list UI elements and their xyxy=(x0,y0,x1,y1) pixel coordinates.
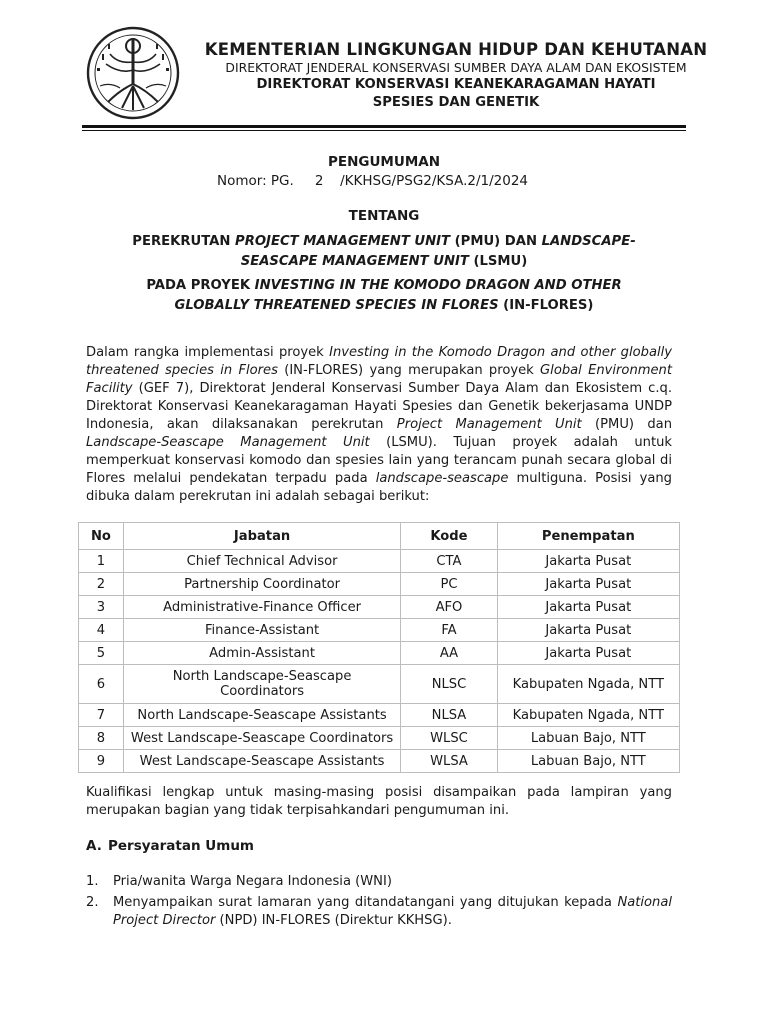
qualification-note: Kualifikasi lengkap untuk masing-masing posisi disampaikan pada lampiran yang merupakan bagian yang tidak terpisahkandari pengumuman ini. xyxy=(86,785,672,818)
cell-no: 5 xyxy=(79,642,124,665)
list-item xyxy=(86,873,672,891)
section-a-heading xyxy=(86,838,254,854)
table-row xyxy=(79,665,680,704)
directorate-name-line2: SPESIES DAN GENETIK xyxy=(372,95,540,110)
number-suffix: /KKHSG/PSG2/KSA.2/1/2024 xyxy=(340,173,529,189)
column-header-kode: Kode xyxy=(401,523,497,550)
subject-text: (IN-FLORES) xyxy=(498,298,594,313)
directorate-name-line1: DIREKTORAT KONSERVASI KEANEKARAGAMAN HAYATI xyxy=(256,77,656,92)
cell-jabatan: Administrative-Finance Officer xyxy=(123,596,400,619)
section-a-label: A. xyxy=(86,838,102,854)
cell-penempatan: Jakarta Pusat xyxy=(497,550,679,573)
cell-jabatan: Partnership Coordinator xyxy=(123,573,400,596)
positions-table xyxy=(78,522,680,773)
subject-text: PADA PROYEK xyxy=(146,278,255,293)
cell-penempatan: Labuan Bajo, NTT xyxy=(497,750,679,773)
cell-jabatan: Finance-Assistant xyxy=(123,619,400,642)
text-run-italic: Global Environment Facility xyxy=(86,363,672,396)
cell-jabatan: North Landscape-Seascape Assistants xyxy=(123,704,400,727)
text-run: (IN-FLORES) yang merupakan proyek xyxy=(277,363,541,378)
cell-kode: CTA xyxy=(401,550,497,573)
table-row xyxy=(79,619,680,642)
list-item xyxy=(86,894,672,930)
subject-text: PEREKRUTAN xyxy=(132,234,236,249)
cell-jabatan: North Landscape-Seascape Coordinators xyxy=(123,665,400,704)
table-header-row xyxy=(79,523,680,550)
cell-jabatan: West Landscape-Seascape Assistants xyxy=(123,750,400,773)
cell-kode: WLSC xyxy=(401,727,497,750)
announcement-number xyxy=(217,173,528,189)
ministry-name: KEMENTERIAN LINGKUNGAN HIDUP DAN KEHUTANAN xyxy=(204,40,708,59)
text-run-italic: landscape-seascape xyxy=(375,471,509,486)
table-row xyxy=(79,727,680,750)
text-run-italic: Landscape-Seascape Management Unit xyxy=(86,435,370,450)
table-row xyxy=(79,642,680,665)
column-header-no: No xyxy=(79,523,124,550)
cell-penempatan: Jakarta Pusat xyxy=(497,642,679,665)
cell-penempatan: Labuan Bajo, NTT xyxy=(497,727,679,750)
cell-no: 8 xyxy=(79,727,124,750)
cell-kode: NLSC xyxy=(401,665,497,704)
table-row xyxy=(79,596,680,619)
announcement-heading: PENGUMUMAN xyxy=(327,154,441,170)
table-row xyxy=(79,704,680,727)
list-item-text: (NPD) IN-FLORES (Direktur KKHSG). xyxy=(215,913,452,928)
subject-text-italic: GLOBALLY THREATENED SPECIES IN FLORES xyxy=(174,298,499,313)
directorate-general-name: DIREKTORAT JENDERAL KONSERVASI SUMBER DAYA ALAM DAN EKOSISTEM xyxy=(225,60,687,75)
subject-text-italic: SEASCAPE MANAGEMENT UNIT xyxy=(240,254,469,269)
list-item-number: 2. xyxy=(86,895,99,910)
cell-no: 7 xyxy=(79,704,124,727)
section-a-title: Persyaratan Umum xyxy=(108,838,255,854)
cell-no: 2 xyxy=(79,573,124,596)
list-item-number: 1. xyxy=(86,874,99,889)
cell-kode: FA xyxy=(401,619,497,642)
cell-no: 9 xyxy=(79,750,124,773)
ministry-logo-icon xyxy=(80,24,186,122)
subject-text-italic: INVESTING IN THE KOMODO DRAGON AND OTHER xyxy=(254,278,622,293)
text-run: multiguna. Posisi yang dibuka dalam perekrutan ini adalah sebagai berikut: xyxy=(86,471,672,504)
about-heading: TENTANG xyxy=(348,208,420,224)
letterhead xyxy=(196,40,716,112)
number-label: Nomor: PG. xyxy=(217,173,294,189)
text-run-italic: Investing in the Komodo Dragon and other globally threatened species in Flores xyxy=(86,345,672,378)
subject-text-italic: LANDSCAPE- xyxy=(541,234,636,249)
list-item-text: Pria/wanita Warga Negara Indonesia (WNI) xyxy=(113,874,392,889)
subject-text: (LSMU) xyxy=(468,254,528,269)
cell-no: 3 xyxy=(79,596,124,619)
cell-kode: NLSA xyxy=(401,704,497,727)
cell-kode: WLSA xyxy=(401,750,497,773)
text-run: (GEF 7), Direktorat Jenderal Konservasi Sumber Daya Alam dan Ekosistem c.q. Direktorat Konservasi Keanekaragaman Hayati Spesies dan Genetik bekerjasama UNDP Indonesia, akan dilaksanakan perekrutan xyxy=(86,381,672,432)
cell-penempatan: Jakarta Pusat xyxy=(497,619,679,642)
cell-jabatan: West Landscape-Seascape Coordinators xyxy=(123,727,400,750)
letterhead-rule-thin xyxy=(82,130,686,131)
text-run: Dalam rangka implementasi proyek xyxy=(86,345,330,360)
column-header-jabatan: Jabatan xyxy=(123,523,400,550)
cell-jabatan: Chief Technical Advisor xyxy=(123,550,400,573)
subject-text: (PMU) DAN xyxy=(450,234,542,249)
cell-penempatan: Jakarta Pusat xyxy=(497,573,679,596)
cell-jabatan: Admin-Assistant xyxy=(123,642,400,665)
text-run: (PMU) dan xyxy=(581,417,672,432)
text-run: (LSMU). Tujuan proyek adalah untuk memperkuat konservasi komodo dan spesies lain yang terancam punah secara global di Flores melalui pendekatan terpadu pada xyxy=(86,435,672,486)
intro-paragraph xyxy=(86,344,672,506)
cell-kode: AA xyxy=(401,642,497,665)
table-row xyxy=(79,550,680,573)
subject-project xyxy=(84,276,684,316)
cell-penempatan: Kabupaten Ngada, NTT xyxy=(497,704,679,727)
number-value: 2 xyxy=(314,173,324,189)
list-item-text: Menyampaikan surat lamaran yang ditandatangani yang ditujukan kepada xyxy=(113,895,618,910)
cell-kode: PC xyxy=(401,573,497,596)
column-header-penempatan: Penempatan xyxy=(497,523,679,550)
cell-no: 1 xyxy=(79,550,124,573)
cell-penempatan: Jakarta Pusat xyxy=(497,596,679,619)
general-requirements-list xyxy=(86,873,672,933)
table-row xyxy=(79,573,680,596)
cell-penempatan: Kabupaten Ngada, NTT xyxy=(497,665,679,704)
table-row xyxy=(79,750,680,773)
cell-no: 4 xyxy=(79,619,124,642)
letterhead-rule-thick xyxy=(82,125,686,128)
list-item-text-italic: National Project Director xyxy=(113,895,672,928)
cell-no: 6 xyxy=(79,665,124,704)
cell-kode: AFO xyxy=(401,596,497,619)
subject-text-italic: PROJECT MANAGEMENT UNIT xyxy=(235,234,451,249)
subject-recruitment xyxy=(84,232,684,272)
text-run-italic: Project Management Unit xyxy=(396,417,582,432)
